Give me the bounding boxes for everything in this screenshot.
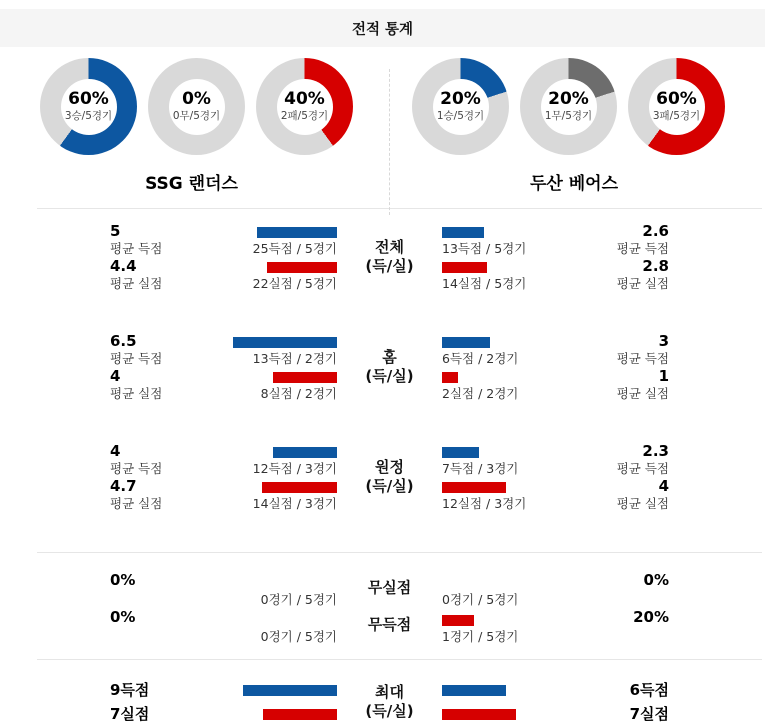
avg-label-right: 평균 득점 xyxy=(616,351,669,366)
bar-block-right xyxy=(442,608,549,645)
avg-block-left xyxy=(110,442,230,477)
donut-hole xyxy=(61,79,117,135)
max-concede-right: 7실점 xyxy=(629,705,669,723)
avg-label-right: 평균 득점 xyxy=(616,241,669,256)
bar-block-left xyxy=(230,367,337,402)
max-value-left-wrap xyxy=(110,678,230,702)
donut-percent: 0% xyxy=(182,89,211,109)
bar-block-left xyxy=(230,709,337,720)
bar-block-right xyxy=(442,709,549,720)
shutout-section xyxy=(0,553,765,645)
section-title: 홈 xyxy=(382,348,397,366)
concede-caption-left: 14실점 / 3경기 xyxy=(252,496,337,511)
vertical-divider xyxy=(389,69,390,215)
pct-value-left: 0% xyxy=(110,608,136,626)
avg-block-left xyxy=(110,477,230,512)
bar-block-right xyxy=(442,332,549,367)
avg-block-right xyxy=(549,367,669,402)
avg-value-left: 4 xyxy=(110,367,121,385)
avg-block-right xyxy=(549,332,669,367)
row-title: 무득점 xyxy=(367,615,412,634)
section-title: 전체 xyxy=(375,238,404,256)
max-value-right-wrap xyxy=(549,702,669,726)
max-value-right-wrap xyxy=(549,678,669,702)
section-subtitle: (득/실) xyxy=(365,367,414,385)
stats-header xyxy=(0,9,765,47)
score-caption-left: 12득점 / 3경기 xyxy=(252,461,337,476)
row-title: 무실점 xyxy=(367,578,412,597)
donuts-right-team xyxy=(383,58,765,155)
donut-percent: 60% xyxy=(68,89,109,109)
pct-caption-left: 0경기 / 5경기 xyxy=(260,629,337,644)
donut-sublabel: 1승/5경기 xyxy=(436,110,485,122)
avg-value-left: 4 xyxy=(110,442,121,460)
max-concede-bar-left xyxy=(263,709,337,720)
stat-row-no-scored xyxy=(0,608,765,645)
concede-bar-left xyxy=(262,482,337,493)
avg-block-left xyxy=(110,332,230,367)
donut-sublabel: 0무/5경기 xyxy=(172,110,221,122)
section-total xyxy=(0,222,765,292)
pct-bar-right xyxy=(442,615,474,626)
score-bar-right xyxy=(442,447,479,458)
score-caption-right: 13득점 / 5경기 xyxy=(442,241,527,256)
donut-hole xyxy=(649,79,705,135)
donut-loss-left xyxy=(256,58,353,155)
section-subtitle: (득/실) xyxy=(365,477,414,495)
concede-bar-right xyxy=(442,482,506,493)
pct-block-right xyxy=(549,571,669,608)
record-summary xyxy=(0,58,765,208)
max-value-left-wrap xyxy=(110,702,230,726)
concede-caption-right: 14실점 / 5경기 xyxy=(442,276,527,291)
donut-win-right xyxy=(412,58,509,155)
pct-value-right: 20% xyxy=(633,608,669,626)
donut-percent: 60% xyxy=(656,89,697,109)
section-subtitle: (득/실) xyxy=(365,702,414,720)
bar-block-right xyxy=(442,257,549,292)
team-name-right-wrap xyxy=(383,169,765,194)
donut-win-left xyxy=(40,58,137,155)
donut-hole xyxy=(541,79,597,135)
score-bar-right xyxy=(442,337,490,348)
bar-block-left xyxy=(230,477,337,512)
max-concede-left: 7실점 xyxy=(110,705,150,723)
max-score-bar-right xyxy=(442,685,506,696)
stat-sections xyxy=(0,209,765,512)
avg-label-left: 평균 실점 xyxy=(110,496,163,511)
pct-block-left xyxy=(110,571,230,608)
max-score-right: 6득점 xyxy=(629,681,669,699)
score-caption-left: 25득점 / 5경기 xyxy=(252,241,337,256)
row-center-label xyxy=(337,616,442,635)
avg-value-left: 6.5 xyxy=(110,332,137,350)
avg-label-left: 평균 득점 xyxy=(110,351,163,366)
section-away xyxy=(0,442,765,512)
avg-value-left: 5 xyxy=(110,222,121,240)
bar-block-left xyxy=(230,222,337,257)
team-names-row xyxy=(0,155,765,208)
bar-block-left xyxy=(230,685,337,696)
bar-block-left xyxy=(230,608,337,645)
avg-value-right: 3 xyxy=(658,332,669,350)
donut-percent: 20% xyxy=(548,89,589,109)
donut-draw-left xyxy=(148,58,245,155)
pct-block-left xyxy=(110,608,230,645)
max-score-left: 9득점 xyxy=(110,681,150,699)
avg-value-right: 1 xyxy=(658,367,669,385)
avg-label-left: 평균 득점 xyxy=(110,461,163,476)
avg-value-left: 4.4 xyxy=(110,257,137,275)
section-subtitle: (득/실) xyxy=(365,257,414,275)
avg-block-right xyxy=(549,477,669,512)
donut-sublabel: 3승/5경기 xyxy=(64,110,113,122)
score-caption-left: 13득점 / 2경기 xyxy=(252,351,337,366)
pct-caption-left: 0경기 / 5경기 xyxy=(260,592,337,607)
score-caption-right: 6득점 / 2경기 xyxy=(442,351,519,366)
score-caption-right: 7득점 / 3경기 xyxy=(442,461,519,476)
pct-block-right xyxy=(549,608,669,645)
donut-draw-right xyxy=(520,58,617,155)
team-name-left: SSG 랜더스 xyxy=(145,174,238,194)
concede-bar-left xyxy=(267,262,337,273)
max-concede-bar-right xyxy=(442,709,516,720)
bar-block-left xyxy=(230,442,337,477)
donut-percent: 20% xyxy=(440,89,481,109)
team-name-right: 두산 베어스 xyxy=(529,174,619,194)
avg-value-left: 4.7 xyxy=(110,477,137,495)
score-bar-left xyxy=(257,227,337,238)
avg-value-right: 2.8 xyxy=(642,257,669,275)
section-title: 원정 xyxy=(375,458,404,476)
section-max xyxy=(0,660,765,726)
bar-block-right xyxy=(442,442,549,477)
bar-block-left xyxy=(230,332,337,367)
avg-label-right: 평균 실점 xyxy=(616,276,669,291)
avg-label-left: 평균 득점 xyxy=(110,241,163,256)
stat-row-no-conceded xyxy=(0,571,765,608)
donut-sublabel: 2패/5경기 xyxy=(280,110,329,122)
concede-caption-right: 2실점 / 2경기 xyxy=(442,386,519,401)
avg-block-right xyxy=(549,442,669,477)
pct-value-right: 0% xyxy=(643,571,669,589)
donuts-left-team xyxy=(0,58,383,155)
bar-block-right xyxy=(442,222,549,257)
avg-block-left xyxy=(110,257,230,292)
donut-hole xyxy=(433,79,489,135)
pct-caption-right: 1경기 / 5경기 xyxy=(442,629,519,644)
donut-hole xyxy=(277,79,333,135)
section-center-label xyxy=(337,238,442,276)
concede-caption-left: 22실점 / 5경기 xyxy=(252,276,337,291)
score-bar-left xyxy=(233,337,337,348)
avg-block-left xyxy=(110,222,230,257)
avg-label-left: 평균 실점 xyxy=(110,276,163,291)
bar-block-right xyxy=(442,685,549,696)
concede-bar-right xyxy=(442,262,487,273)
avg-value-right: 2.6 xyxy=(642,222,669,240)
bar-block-left xyxy=(230,257,337,292)
avg-block-right xyxy=(549,257,669,292)
section-home xyxy=(0,332,765,402)
avg-label-right: 평균 실점 xyxy=(616,386,669,401)
avg-block-right xyxy=(549,222,669,257)
avg-label-right: 평균 득점 xyxy=(616,461,669,476)
donut-charts xyxy=(0,58,765,155)
donut-loss-right xyxy=(628,58,725,155)
avg-value-right: 4 xyxy=(658,477,669,495)
concede-caption-left: 8실점 / 2경기 xyxy=(260,386,337,401)
donut-sublabel: 3패/5경기 xyxy=(652,110,701,122)
bar-block-right xyxy=(442,477,549,512)
stats-header-title: 전적 통계 xyxy=(351,21,414,38)
avg-block-left xyxy=(110,367,230,402)
concede-bar-right xyxy=(442,372,458,383)
concede-bar-left xyxy=(273,372,337,383)
concede-caption-right: 12실점 / 3경기 xyxy=(442,496,527,511)
score-bar-left xyxy=(273,447,337,458)
pct-value-left: 0% xyxy=(110,571,136,589)
donut-sublabel: 1무/5경기 xyxy=(544,110,593,122)
section-center-label xyxy=(337,348,442,386)
score-bar-right xyxy=(442,227,484,238)
row-center-label xyxy=(337,579,442,598)
donut-hole xyxy=(169,79,225,135)
bar-block-right xyxy=(442,367,549,402)
section-center-label xyxy=(337,458,442,496)
avg-value-right: 2.3 xyxy=(642,442,669,460)
donut-percent: 40% xyxy=(284,89,325,109)
bar-block-right xyxy=(442,571,549,608)
section-center-label xyxy=(337,683,442,721)
avg-label-right: 평균 실점 xyxy=(616,496,669,511)
team-name-left-wrap xyxy=(0,169,383,194)
bar-block-left xyxy=(230,571,337,608)
section-title: 최대 xyxy=(375,683,404,701)
max-score-bar-left xyxy=(243,685,337,696)
pct-caption-right: 0경기 / 5경기 xyxy=(442,592,519,607)
avg-label-left: 평균 실점 xyxy=(110,386,163,401)
